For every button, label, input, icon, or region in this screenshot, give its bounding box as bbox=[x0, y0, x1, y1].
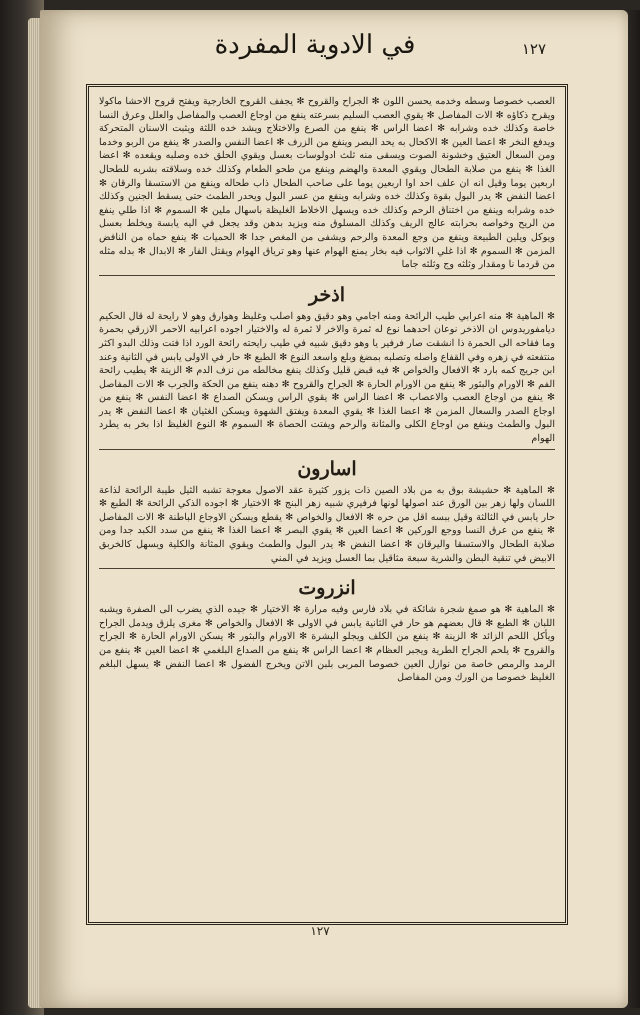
entry-paragraph: ✻ الماهية ✻ حشيشة بوق به من بلاد الصين ذات يزور كثيرة عقد الاصول معوجة تشبه الثيل طيبة الرائحة لذاعة اللسان ولها زهر بين الورق عند اصولها لونها فرفيري شبيه زهر البنج ✻ الاختيار ✻ اجوده الذكي الرائحة ✻ الطبع ✻ حار يابس في الثالثة وقيل ببسه اقل من حره ✻ الافعال والخواص ✻ يقطع ويسكن الاوجاع الباطنة ✻ الات المفاصل ✻ ينفع من عرق النسا ووجع الوركين ✻ اعضا العين ✻ يقوي البصر ✻ اعضا الغذا ✻ ينفع من سدد الكبد جدا ومن صلابة الطحال والاستسقا واليرقان ✻ اعضا النفض ✻ يدر البول والطمث ويقوي المثانة والكلية ويسهل كالخربق الابيض في تنقية البطن والشرية سبعة مثاقيل بما العسل ويزيد في المني bbox=[99, 484, 555, 564]
running-title: في الادوية المفردة bbox=[214, 30, 416, 60]
entry-heading: اسارون bbox=[297, 457, 357, 480]
divider bbox=[99, 449, 555, 450]
entry-paragraph: ✻ الماهية ✻ هو صمغ شجرة شائكة في بلاد فارس وفيه مرارة ✻ الاختيار ✻ جيده الذي يضرب الى الصفرة ويشبه اللبان ✻ الطبع ✻ قال بعضهم هو حار في الثانية يابس في الاولى ✻ الافعال والخواص ✻ مغرى يلزق ويدمل الجراح ويأكل اللحم الزائد ✻ الزينة ✻ ينفع من الكلف ويجلو البشرة ✻ الاورام والبثور ✻ يسكن الاورام الحارة ✻ الجراح والقروح ✻ يلحم الجراح الطرية ويجبر العظام ✻ اعضا الراس ✻ ينفع من الصداع البلغمي ✻ اعضا العين ✻ ينفع من الرمد والرمص خاصة من نوازل العين خصوصا المربى بلبن الاتن ويخرج الفضول ✻ اعضا النفض ✻ يسهل البلغم الغليظ خصوصا من الورك ومن المفاصل bbox=[99, 604, 555, 684]
page-number-bottom: ١٢٧ bbox=[310, 924, 330, 938]
page-number-top: ١٢٧ bbox=[521, 40, 546, 58]
divider bbox=[99, 275, 555, 276]
divider bbox=[99, 568, 555, 569]
text-column bbox=[99, 95, 555, 916]
page-header bbox=[70, 30, 560, 74]
entry-paragraph: العصب خصوصا وسطه وخدمه يحسن اللون ✻ الجراح والقروح ✻ يجفف القروح الخارجية ويفتح قروح الاحشا ماكولا ويقرح ذكاؤه ✻ الات المفاصل ✻ يقوي العصب السليم بسرعته ينفع من اوجاع العصب والمفاصل والعلل وعرق النسا خاصة وكذلك خده وشرابه ✻ اعضا الراس ✻ ينفع من الصرع والاختلاج ويشد خده اللثة ويثبت الاسنان المتحركة ويدفع النخر ✻ اعضا العين ✻ الاكحال به يحد البصر وينفع من الزرف ✻ اعضا النفس والصدر ✻ ينفع من الربو وخدما ومن السعال العتيق وخشونة الصوت ويسقى منه ثلث ادولوسات بعسل ويقوي الحلق خده وصلبه ويقعده ✻ اعضا الغذا ✻ ينفع من صلابة الطحال ويقوي المعدة والهضم وينفع من طحو الطعام وكذلك خده وسلاقته بشربه للطحال اربعين يوما وقيل انه ان علف احد اوا اربعين يوما على صاحب الطحال ذاب طحاله وينفع من الاستسقا والرقان ✻ اعضا النفض ✻ يدر البول بقوة وكذلك خده وشرابه وينفع من عسر البول ويحدر الطمث حتى يسقط الجنين وكذلك خده وشرابه وينفع من اختناق الرحم وكذلك خده ويسهل الاخلاط الغليظة باسهال ملين ✻ السموم ✻ اذا طلي ينفع من الريح وخواصه بحرابته عالج الريف وكذلك المسلوق منه ويزيد بدهن وقد يجعل في اليه يابسة ويخلط بعسل ويوكل ويلين الطبيعة وينفع من وجع المعدة والرحم ويشفى من المغص جدا ✻ الحميات ✻ ينفع حماه من النافض المزمن ✻ السموم ✻ اذا غلي الاثواب فيه بخار يمنع الهوام عنها وهو ترياق الهوام ويقتل الفار ✻ الابدال ✻ بدله مثله من قردما نا ومقدار وثلثه وج وثلثه جاما bbox=[99, 96, 555, 271]
page-shadow bbox=[628, 10, 640, 1008]
text-frame bbox=[86, 84, 568, 925]
entry-heading: اذخر bbox=[309, 283, 345, 306]
entry-paragraph: ✻ الماهية ✻ منه اعرابي طيب الرائحة ومنه اجامي وهو دقيق وهو اصلب وغليظ وهوارق وهو لا رايحة له قال الحكيم ديامفوريدوس ان الاذخر نوعان احدهما نوع له ثمرة والاخر لا ثمرة له والاختيار اجوده اعرابيه الاحمر الازرقي بحمرة وما فقاحه الى الحمرة ذا انشقت صار فرفير يا وهو دقيق شبيه في طيب رايحته رائحة الورد اذا فتت وذلك البدو اكثر منتفعته في زهره وفي القفاع واصله وتصلبه بمضغ وبلع واسعد النوع ✻ الطبع ✻ حار في الاولى يابس في الثانية وعند ابن جريج كمه بارد ✻ الافعال والخواص ✻ فيه قبض قليل وكذلك ينفع مخالطه من نزف الدم ✻ الزينة ✻ يطيب رائحة الفم ✻ الاورام والبثور ✻ ينفع من الاورام الحارة ✻ الجراح والقروح ✻ دهنه ينفع من الحكة والجرب ✻ الات المفاصل ✻ ينفع من اوجاع العصب والاعصاب ✻ اعضا الراس ✻ يقوي الراس ويسكن الصداع ✻ اعضا النفس ✻ ينفع من اوجاع الصدر والسعال المزمن ✻ اعضا الغذا ✻ يقوي المعدة ويفتق الشهوة ويسكن الغثيان ✻ اعضا النفض ✻ يدر البول والطمث وينفع من اوجاع الكلى والمثانة والرحم ويفتت الحصاة ✻ السموم ✻ النوع الغليظ اذا بخر به يطرد الهوام bbox=[99, 310, 555, 445]
entry-heading: انزروت bbox=[298, 577, 356, 600]
